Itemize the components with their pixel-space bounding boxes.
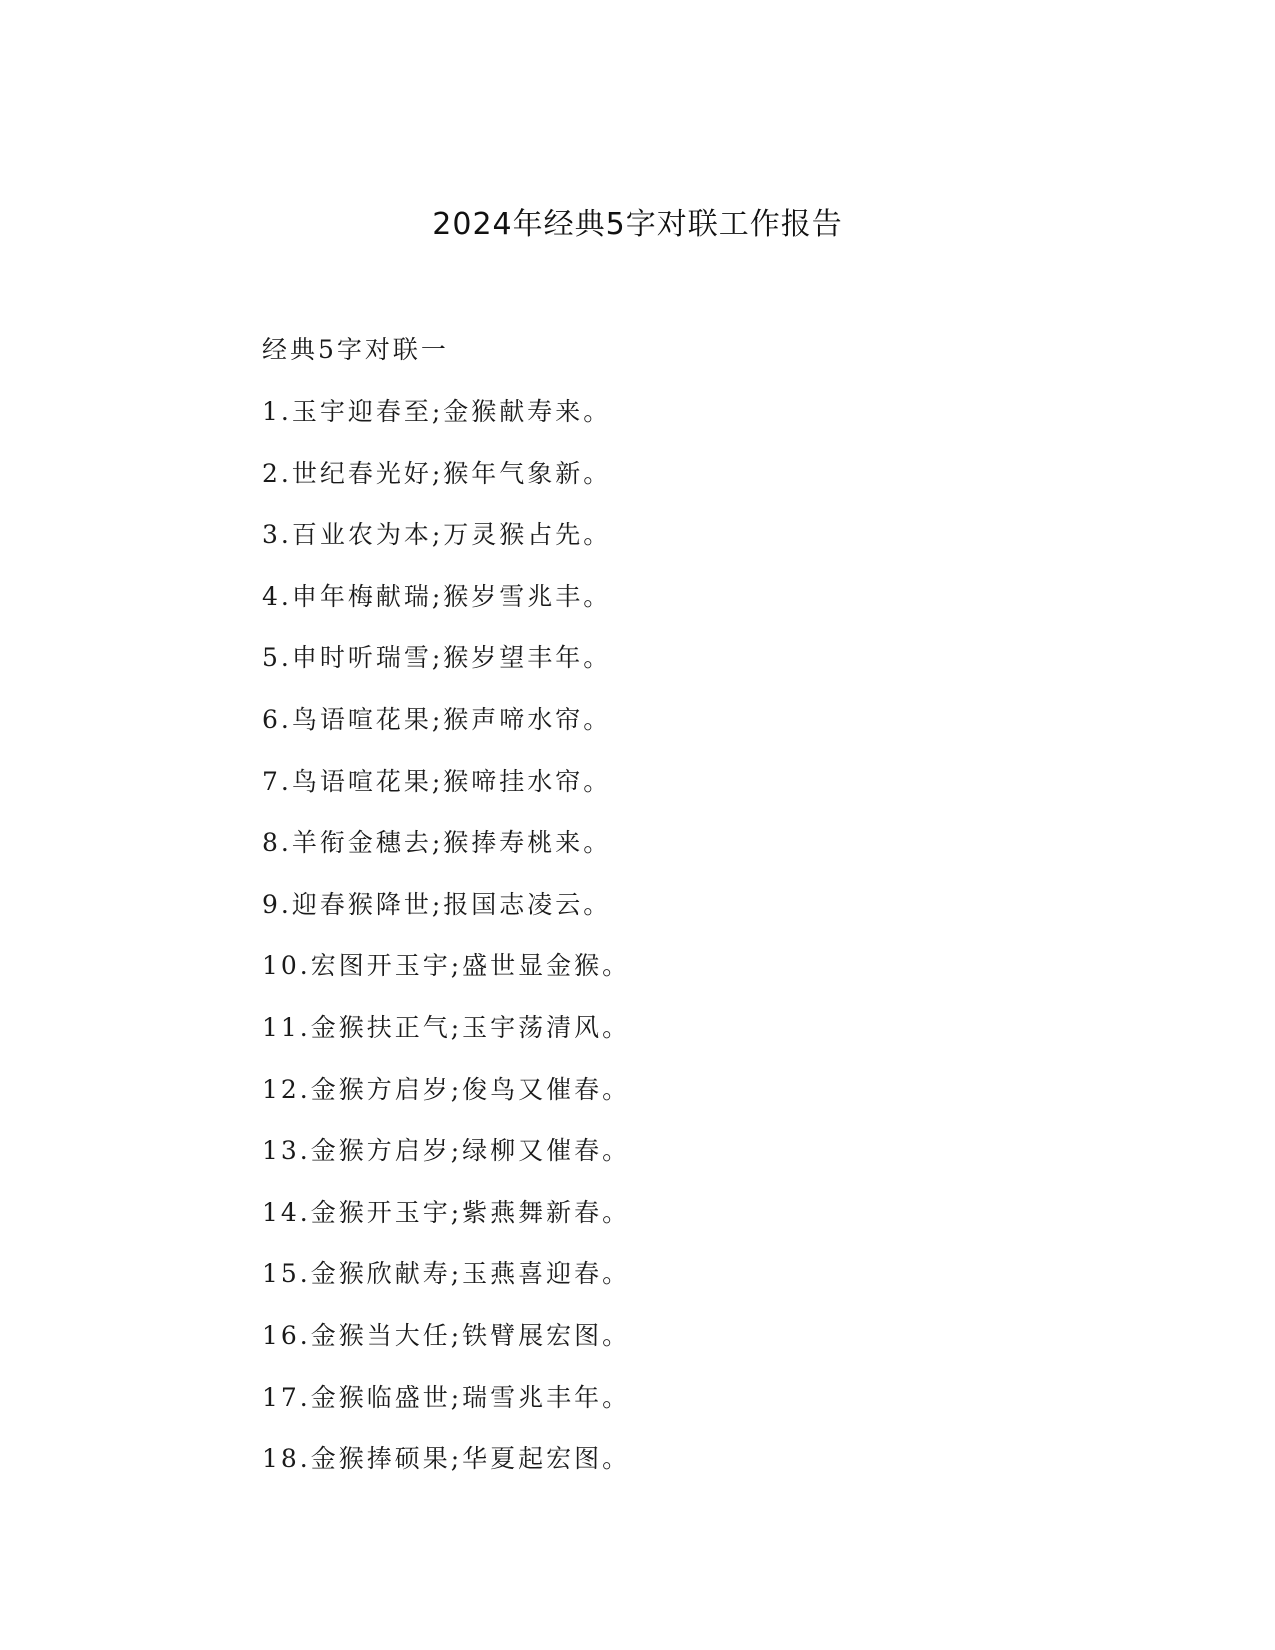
couplet-item: 9.迎春猴降世;报国志凌云。 <box>262 889 612 919</box>
couplet-item: 6.鸟语喧花果;猴声啼水帘。 <box>262 704 612 734</box>
couplet-item: 5.申时听瑞雪;猴岁望丰年。 <box>262 643 612 673</box>
couplet-item: 13.金猴方启岁;绿柳又催春。 <box>262 1136 631 1166</box>
section-heading: 经典5字对联一 <box>262 335 449 364</box>
couplet-item: 3.百业农为本;万灵猴占先。 <box>262 520 612 550</box>
couplet-item: 18.金猴捧硕果;华夏起宏图。 <box>262 1444 631 1474</box>
couplet-item: 15.金猴欣献寿;玉燕喜迎春。 <box>262 1259 631 1289</box>
couplet-item: 7.鸟语喧花果;猴啼挂水帘。 <box>262 766 612 796</box>
couplet-item: 10.宏图开玉宇;盛世显金猴。 <box>262 951 631 981</box>
couplet-item: 8.羊衔金穗去;猴捧寿桃来。 <box>262 828 612 858</box>
couplet-list <box>262 394 630 1503</box>
couplet-item: 12.金猴方启岁;俊鸟又催春。 <box>262 1074 631 1104</box>
couplet-item: 14.金猴开玉宇;紫燕舞新春。 <box>262 1197 631 1227</box>
couplet-item: 2.世纪春光好;猴年气象新。 <box>262 458 612 488</box>
couplet-item: 4.申年梅献瑞;猴岁雪兆丰。 <box>262 581 612 611</box>
couplet-item: 16.金猴当大任;铁臂展宏图。 <box>262 1320 631 1350</box>
couplet-item: 11.金猴扶正气;玉宇荡清风。 <box>262 1012 631 1042</box>
couplet-item: 1.玉宇迎春至;金猴献寿来。 <box>262 397 612 426</box>
document-title: 2024年经典5字对联工作报告 <box>432 207 843 242</box>
couplet-item: 17.金猴临盛世;瑞雪兆丰年。 <box>262 1382 631 1412</box>
